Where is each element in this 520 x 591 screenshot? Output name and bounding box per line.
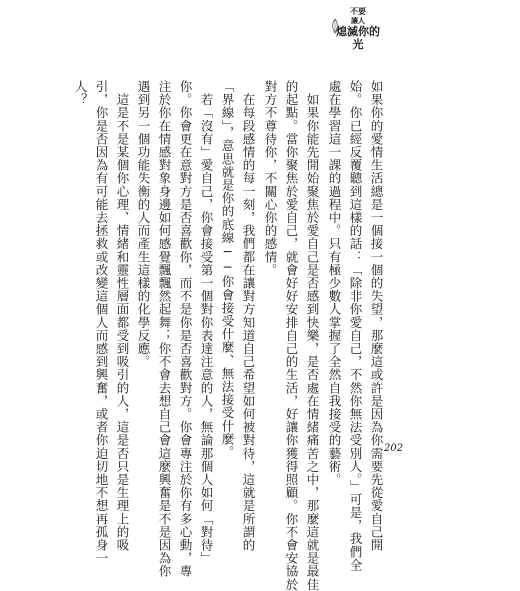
leaf-ornament-icon (331, 18, 339, 34)
text-column-3: 處在學習這一課的過程中。只有極少數人掌握了全然自我接受的藝術。 (327, 80, 342, 487)
text-column-2: 始。你已經反覆聽到這樣的話：「除非你愛自己，不然你無法受別人。」可是，我們全 (348, 80, 363, 572)
text-column-6: 對方不尊待你，不關心你的感情。 (263, 80, 278, 277)
text-column-1: 如果你的愛情生活總是一個接一個的失望，那麼這或許是因為你需要先從愛自己開 (369, 80, 384, 552)
text-column-14: 引，你是否因為有可能去拯救或改變這個人而感到興奮，或者你迫切地不想再孤身一 (94, 80, 109, 565)
text-column-13: 這是不是某個你心理、情緒和靈性層面都受到吸引的人，這是否只是生理上的吸 (115, 80, 130, 552)
text-column-5: 的起點。當你聚焦於愛自己，就會好好安排自己的生活，好讓你獲得照顧。你不會安協於 (284, 80, 299, 591)
text-column-10: 你。你會更在意對方是否喜歡你，而不是你是否喜歡對方。你會專注於你有多心動，專 (178, 80, 193, 578)
book-title-line-1: 不要 (350, 6, 366, 16)
text-column-12: 遇到另一個功能失衡的人而產生這樣的化學反應。 (136, 80, 151, 369)
text-column-4: 如果你能先開始聚焦於愛自己是否感到快樂，是否處在情緒痛苦之中，那麼這就是最佳 (305, 80, 320, 591)
book-title-line-3: 熄滅你的光 (336, 25, 380, 51)
book-title-line-2: 讓人 (351, 16, 365, 25)
text-column-15: 人？ (73, 80, 88, 107)
text-column-7: 在每段感情的每一刻，我們都在讓對方知道自己希望如何被對待，這就是所謂的 (241, 80, 256, 552)
page-number: 202 (384, 443, 404, 454)
book-title-header (336, 6, 380, 51)
text-column-8: 「界線」，意思就是你的底線──你會接受什麼、無法接受什麼。 (220, 80, 235, 459)
text-column-11: 注於你在情感對象身邊如何感覺飄飄然起舞；你不會去想自己會這麼興奮是不是因為你 (157, 80, 172, 578)
text-column-9: 若「沒有」愛自己，你會接受第一個對你表達注意的人，無論那個人如何「對待」 (199, 80, 214, 565)
